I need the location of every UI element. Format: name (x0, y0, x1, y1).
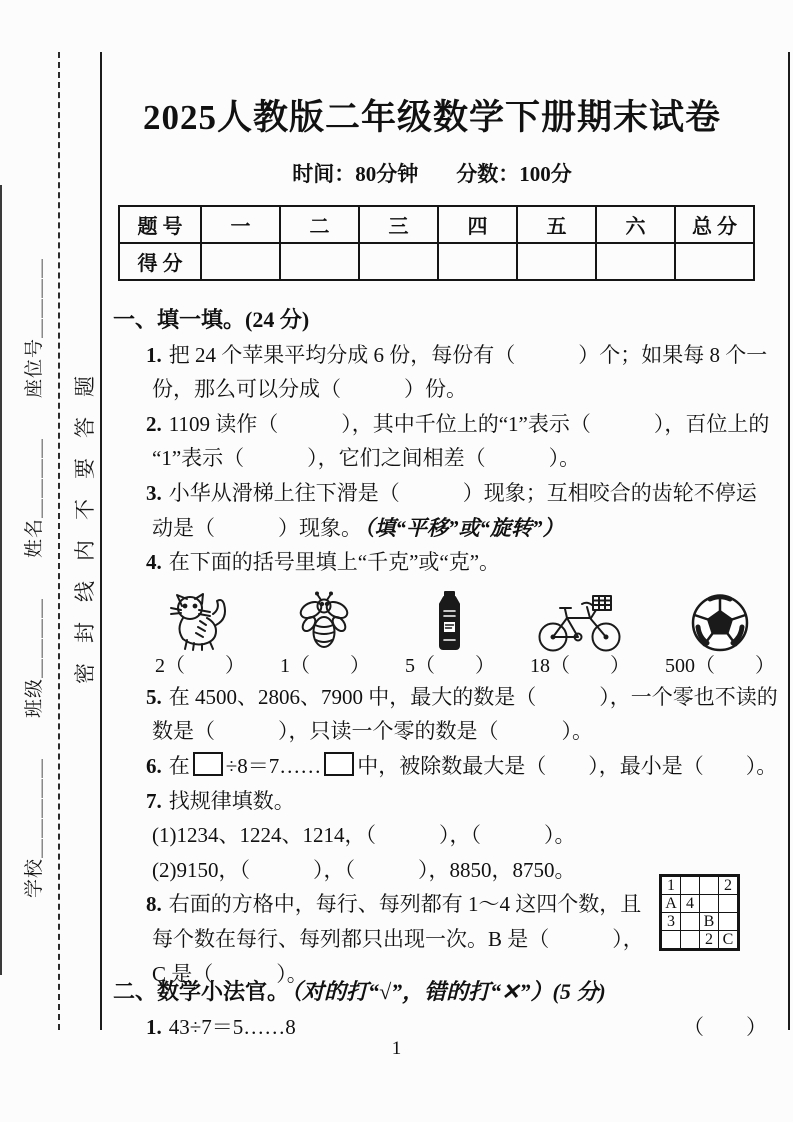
exam-meta (100, 158, 764, 188)
question-line: 份，那么可以分成（ ）份。 (152, 377, 467, 402)
score-table-column-4: 四 (438, 206, 517, 243)
question-line: 1. 43÷7＝5……8 （ ） (100, 1010, 790, 1045)
question-number: 8. (146, 892, 162, 917)
grid-cell: 4 (681, 895, 700, 913)
student-info-fields: 学校＿＿＿＿＿ 班级＿＿＿＿ 姓名＿＿＿＿ 座位号＿＿＿＿ (24, 258, 45, 899)
question-number: 1. (146, 342, 162, 367)
page-number: 1 (391, 1038, 402, 1059)
picture-blank-label: 1（ ） (280, 654, 370, 677)
score-table (118, 205, 755, 281)
question-number: 3. (146, 480, 162, 505)
grid-cell (700, 895, 719, 913)
question-line: 3. 小华从滑梯上往下滑是（ ）现象；互相咬合的齿轮不停运 (146, 480, 757, 505)
question-number: 4. (146, 550, 162, 575)
score-cell-2 (280, 243, 359, 280)
picture-blank-label: 2（ ） (155, 654, 245, 677)
picture-item (665, 593, 775, 680)
question-number: 1. (146, 1014, 162, 1039)
picture-item (405, 591, 495, 680)
question-line: 2. 1109 读作（ ），其中千位上的“1”表示（ ），百位上的 (146, 411, 770, 436)
bottle-icon (433, 591, 467, 653)
score-table-column-3: 三 (359, 206, 438, 243)
seal-line-text: 密封线内不要答题 (73, 356, 97, 684)
question-line: 数是（ ），只读一个零的数是（ ）。 (152, 719, 593, 744)
seal-dashed-line (58, 52, 60, 1030)
grid-cell (681, 876, 700, 895)
question-number: 7. (146, 788, 162, 813)
score-table-header: 题 号 (119, 206, 201, 243)
grid-cell (719, 913, 739, 931)
question-line: 7. 找规律填数。 (146, 788, 295, 813)
grid-cell (700, 876, 719, 895)
bee-icon (296, 591, 354, 653)
football-icon (690, 593, 750, 653)
score-label: 分数：100分 (456, 162, 572, 186)
score-table-column-1: 一 (201, 206, 280, 243)
score-cell-5 (517, 243, 596, 280)
question-line: (1)1234、1224、1214，（ ），（ ）。 (152, 823, 576, 848)
picture-item (530, 591, 630, 680)
instruction-note: （对的打“√”，错的打“✕”）(5 分) (291, 979, 606, 1005)
question-line: 5. 在 4500、2806、7900 中，最大的数是（ ），一个零也不读的 (146, 684, 778, 709)
score-cell-3 (359, 243, 438, 280)
grid-cell: C (719, 931, 739, 950)
question-line: “1”表示（ ），它们之间相差（ ）。 (152, 446, 581, 471)
question-line: 每个数在每行、每列都只出现一次。B 是（ ）， (152, 926, 644, 951)
question-line: 4. 在下面的括号里填上“千克”或“克”。 (146, 550, 501, 575)
cat-icon (169, 591, 231, 653)
page-title: 2025人教版二年级数学下册期末试卷 (142, 98, 721, 137)
grid-cell (661, 931, 681, 950)
score-table-column-5: 五 (517, 206, 596, 243)
time-label: 时间：80分钟 (292, 162, 419, 186)
picture-item (155, 591, 245, 680)
question-line: C 是（ ）。 (152, 961, 308, 986)
grid-cell (719, 895, 739, 913)
grid-cell (681, 913, 700, 931)
question-line: 动是（ ）现象。（填“平移”或“旋转”） (152, 515, 564, 540)
answer-bracket: （ ） (683, 1014, 767, 1039)
score-table-column-6: 六 (596, 206, 675, 243)
section-heading: 一、填一填。(24 分) (113, 307, 310, 332)
unit-pictures-row (155, 580, 775, 680)
question-line: 1. 把 24 个苹果平均分成 6 份，每份有（ ）个；如果每 8 个一 (146, 342, 768, 367)
grid-cell: A (661, 895, 681, 913)
picture-item (280, 591, 370, 680)
grid-cell: 3 (661, 913, 681, 931)
grid-cell: 1 (661, 876, 681, 895)
score-cell-7 (675, 243, 754, 280)
score-row-header: 得 分 (119, 243, 201, 280)
empty-box (324, 752, 354, 776)
bicycle-icon (536, 591, 624, 653)
empty-box (193, 752, 223, 776)
picture-blank-label: 500（ ） (665, 654, 775, 677)
answer-grid (659, 874, 740, 951)
grid-cell (681, 931, 700, 950)
page-edge-line (0, 185, 2, 975)
score-cell-4 (438, 243, 517, 280)
score-table-column-7: 总 分 (675, 206, 754, 243)
question-number: 6. (146, 753, 162, 778)
question-line: (2)9150，（ ），（ ），8850，8750。 (152, 857, 576, 882)
grid-cell: 2 (700, 931, 719, 950)
question-line: 8. 右面的方格中，每行、每列都有 1～4 这四个数，且 (146, 892, 642, 917)
question-line: 6. 在 ÷8＝7…… 中，被除数最大是（ ），最小是（ ）。 (146, 753, 778, 778)
section-heading: 二、数学小法官。（对的打“√”，错的打“✕”）(5 分) (113, 979, 606, 1005)
question-number: 5. (146, 684, 162, 709)
score-cell-1 (201, 243, 280, 280)
picture-blank-label: 5（ ） (405, 654, 495, 677)
score-table-column-2: 二 (280, 206, 359, 243)
grid-cell: B (700, 913, 719, 931)
grid-cell: 2 (719, 876, 739, 895)
instruction-note: （填“平移”或“旋转”） (364, 515, 564, 540)
picture-blank-label: 18（ ） (530, 654, 630, 677)
score-cell-6 (596, 243, 675, 280)
question-number: 2. (146, 411, 162, 436)
